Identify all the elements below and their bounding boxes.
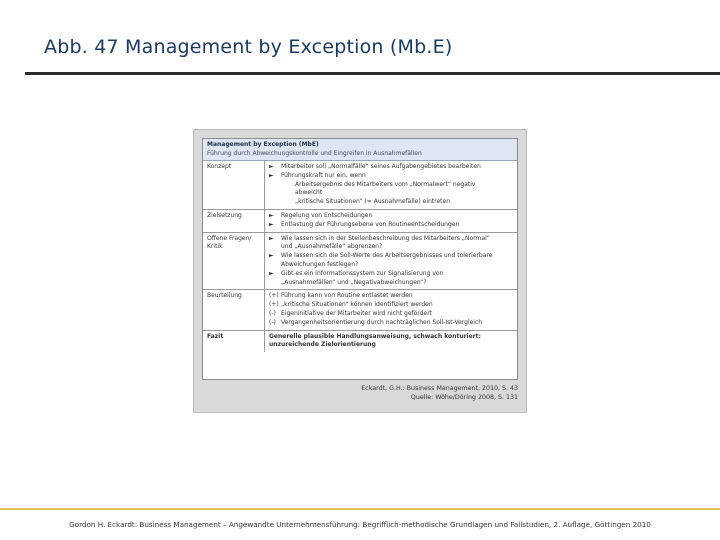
list-item-text: Eigeninitiative der Mitarbeiter wird nicht gefördert — [281, 309, 433, 317]
list-item — [269, 301, 513, 310]
source-line: Quelle: Wöhe/Döring 2008, S. 131 — [410, 394, 518, 401]
list-item-text: „Ausnahmefällen“ und „Negativabweichungen“? — [281, 278, 427, 286]
title-divider — [25, 72, 720, 75]
list-item-text: Mitarbeiter soll „Normalfälle“ seines Aufgabengebietes bearbeiten — [281, 163, 481, 170]
row-label: Zielsetzung — [203, 210, 265, 232]
list-item — [269, 221, 513, 230]
list-item-text: Vergangenheitsorientierung durch nachträglichen Soll-Ist-Vergleich — [281, 318, 483, 326]
list-item — [269, 252, 513, 261]
list-item-text: „kritische Situationen“ können identifiziert werden — [281, 301, 433, 309]
bullet-spacer — [269, 261, 281, 270]
row-label-line: Offene Fragen/ — [207, 234, 252, 242]
bullet-spacer — [269, 279, 281, 288]
minus-marker: (-) — [269, 318, 276, 326]
row-konzept — [203, 161, 517, 210]
bullet-arrow-icon: ► — [269, 171, 274, 179]
row-content — [265, 331, 517, 353]
row-fazit — [203, 331, 517, 353]
list-item-text: Abweichungen festlegen? — [281, 260, 359, 268]
bullet-spacer — [269, 243, 281, 252]
list-item-text: und „Ausnahmefälle“ abgrenzen? — [281, 243, 383, 251]
row-label: Fazit — [203, 331, 265, 353]
bullet-arrow-icon: ► — [269, 211, 274, 219]
row-content — [265, 161, 517, 209]
fazit-text: Generelle plausible Handlungsanweisung, schwach konturiert: — [269, 332, 481, 340]
bullet-arrow-icon: ► — [269, 269, 274, 277]
list-item-text: Entlastung der Führungsebene von Routineentscheidungen — [281, 220, 460, 228]
row-zielsetzung — [203, 210, 517, 233]
bullet-arrow-icon: ► — [269, 220, 274, 228]
list-item — [269, 243, 513, 252]
list-item — [269, 292, 513, 301]
mbe-table — [202, 138, 518, 380]
list-item — [269, 235, 513, 244]
list-item — [269, 310, 513, 319]
row-label — [203, 233, 265, 290]
source-line: Eckardt, G.H.: Business Management, 2010, S. 43 — [361, 385, 518, 392]
bullet-arrow-icon: ► — [269, 234, 274, 242]
sub-item-text: Arbeitsergebnis des Mitarbeiters vom „Normalwert“ negativ — [295, 180, 476, 188]
list-item-text: Regelung von Entscheidungen — [281, 211, 373, 219]
slide-title: Abb. 47 Management by Exception (Mb.E) — [44, 36, 453, 58]
footer-citation: Gordon H. Eckardt: Business Management – Angewandte Unternehmensführung: Begrifflich-methodische Grundlagen und Fallstudien, 2. Auflage, Göttingen 2010 — [69, 520, 651, 529]
footer-divider — [0, 508, 720, 510]
list-item — [269, 270, 513, 279]
sub-item-text: abweicht — [295, 189, 323, 197]
list-item — [269, 319, 513, 328]
list-item — [269, 163, 513, 172]
list-item-text: Führung kann von Routine entlastet werden — [281, 292, 413, 300]
list-item-text: Gibt es ein Informationssystem zur Signalisierung von — [281, 269, 444, 277]
bullet-arrow-icon: ► — [269, 163, 274, 170]
list-item-text: Führungskraft nur ein, wenn — [281, 171, 366, 179]
minus-marker: (-) — [269, 309, 276, 317]
list-item — [269, 279, 513, 288]
table-header — [203, 139, 517, 161]
row-content — [265, 210, 517, 232]
bullet-arrow-icon: ► — [269, 252, 274, 260]
list-item-text: Wie lassen sich die Soll-Werte des Arbeitsergebnisses und tolerierbare — [281, 252, 493, 260]
list-item — [269, 172, 513, 181]
table-title: Management by Exception (MbE) — [207, 141, 319, 148]
fazit-text: unzureichende Zielorientierung — [269, 341, 376, 349]
table-subtitle: Führung durch Abweichungskontrolle und Eingreifen in Ausnahmefällen — [207, 149, 422, 157]
sub-item-text: „kritische Situationen“ (= Ausnahmefälle) eintreten — [295, 198, 451, 206]
plus-marker: (+) — [269, 292, 279, 300]
figure-panel — [193, 129, 527, 413]
row-label-line: Kritik — [207, 243, 223, 251]
row-label: Konzept — [203, 161, 265, 209]
row-label: Beurteilung — [203, 290, 265, 329]
row-offene-fragen — [203, 233, 517, 291]
row-content — [265, 233, 517, 290]
row-content — [265, 290, 517, 329]
list-item-text: Wie lassen sich in der Stellenbeschreibung des Mitarbeiters „Normal“ — [281, 234, 490, 242]
row-beurteilung — [203, 290, 517, 330]
figure-source — [361, 384, 518, 402]
list-item — [269, 212, 513, 221]
plus-marker: (+) — [269, 301, 279, 309]
list-item — [269, 261, 513, 270]
